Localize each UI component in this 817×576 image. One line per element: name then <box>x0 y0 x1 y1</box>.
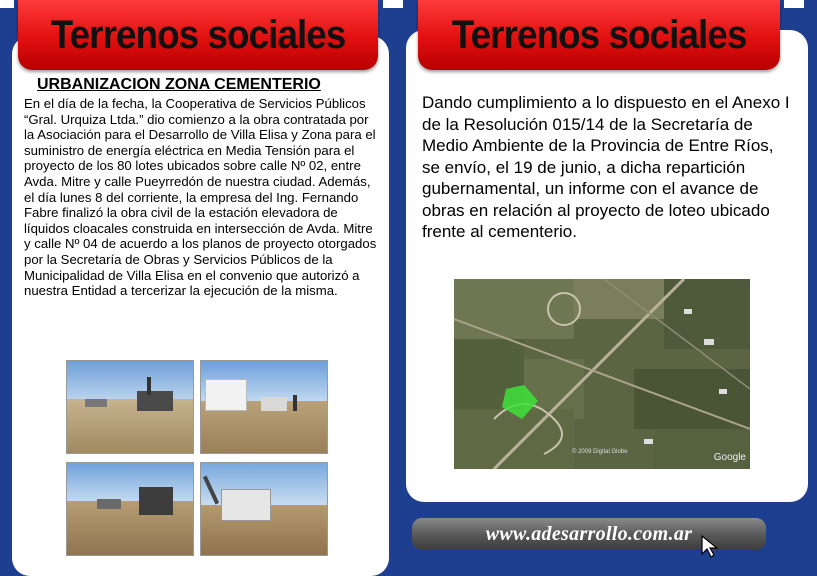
left-title-banner <box>18 0 378 70</box>
map-credit: © 2009 Digital Globe <box>572 449 628 455</box>
photo-construction-3 <box>66 462 194 556</box>
report-paragraph: Dando cumplimiento a lo dispuesto en el Anexo I de la Resolución 015/14 de la Secretaría de Medio Ambiente de la Provincia de Entre Ríos, se envío, el 19 de junio, a dicha repartición gubernamental, un informe con el avance de obras en relación al proyecto de loteo ubicado frente al cementerio. <box>422 93 790 241</box>
top-strip-right <box>784 0 804 8</box>
photo-construction-2 <box>200 360 328 454</box>
section-heading: URBANIZACION ZONA CEMENTERIO <box>37 76 321 93</box>
top-strip-left <box>0 0 14 8</box>
right-title-text: Terrenos sociales <box>451 12 747 57</box>
left-title-text: Terrenos sociales <box>50 12 346 57</box>
website-url[interactable]: www.adesarrollo.com.ar <box>485 522 693 545</box>
article-body: En el día de la fecha, la Cooperativa de Servicios Públicos “Gral. Urquiza Ltda.” dio comienzo a la obra contratada por la Asociación para el Desarrollo de Villa Elisa y Zona para el suministro de energía eléctrica en Media Tensión para el proyecto de los 80 lotes ubicados sobre calle Nº 02, entre Avda. Mitre y calle Pueyrredón de nuestra ciudad. Además, el día lunes 8 del corriente, la empresa del Ing. Fernando Fabre finalizó la obra civil de la estación elevadora de líquidos cloacales construida en intersección de Avda. Mitre y calle Nº 04 de acuerdo a los planos de proyecto otorgados por la Secretaría de Obras y Servicios Públicos de la Municipalidad de Villa Elisa en el convenio que autorizó a nuestra Entidad a tercerizar la ejecución de la misma. <box>24 96 377 299</box>
photo-construction-1 <box>66 360 194 454</box>
cursor-arrow-icon <box>700 534 722 558</box>
google-logo: Google <box>713 452 746 463</box>
right-title-banner <box>418 0 780 70</box>
photo-construction-4 <box>200 462 328 556</box>
top-strip-mid <box>383 0 403 8</box>
satellite-map <box>454 279 750 469</box>
